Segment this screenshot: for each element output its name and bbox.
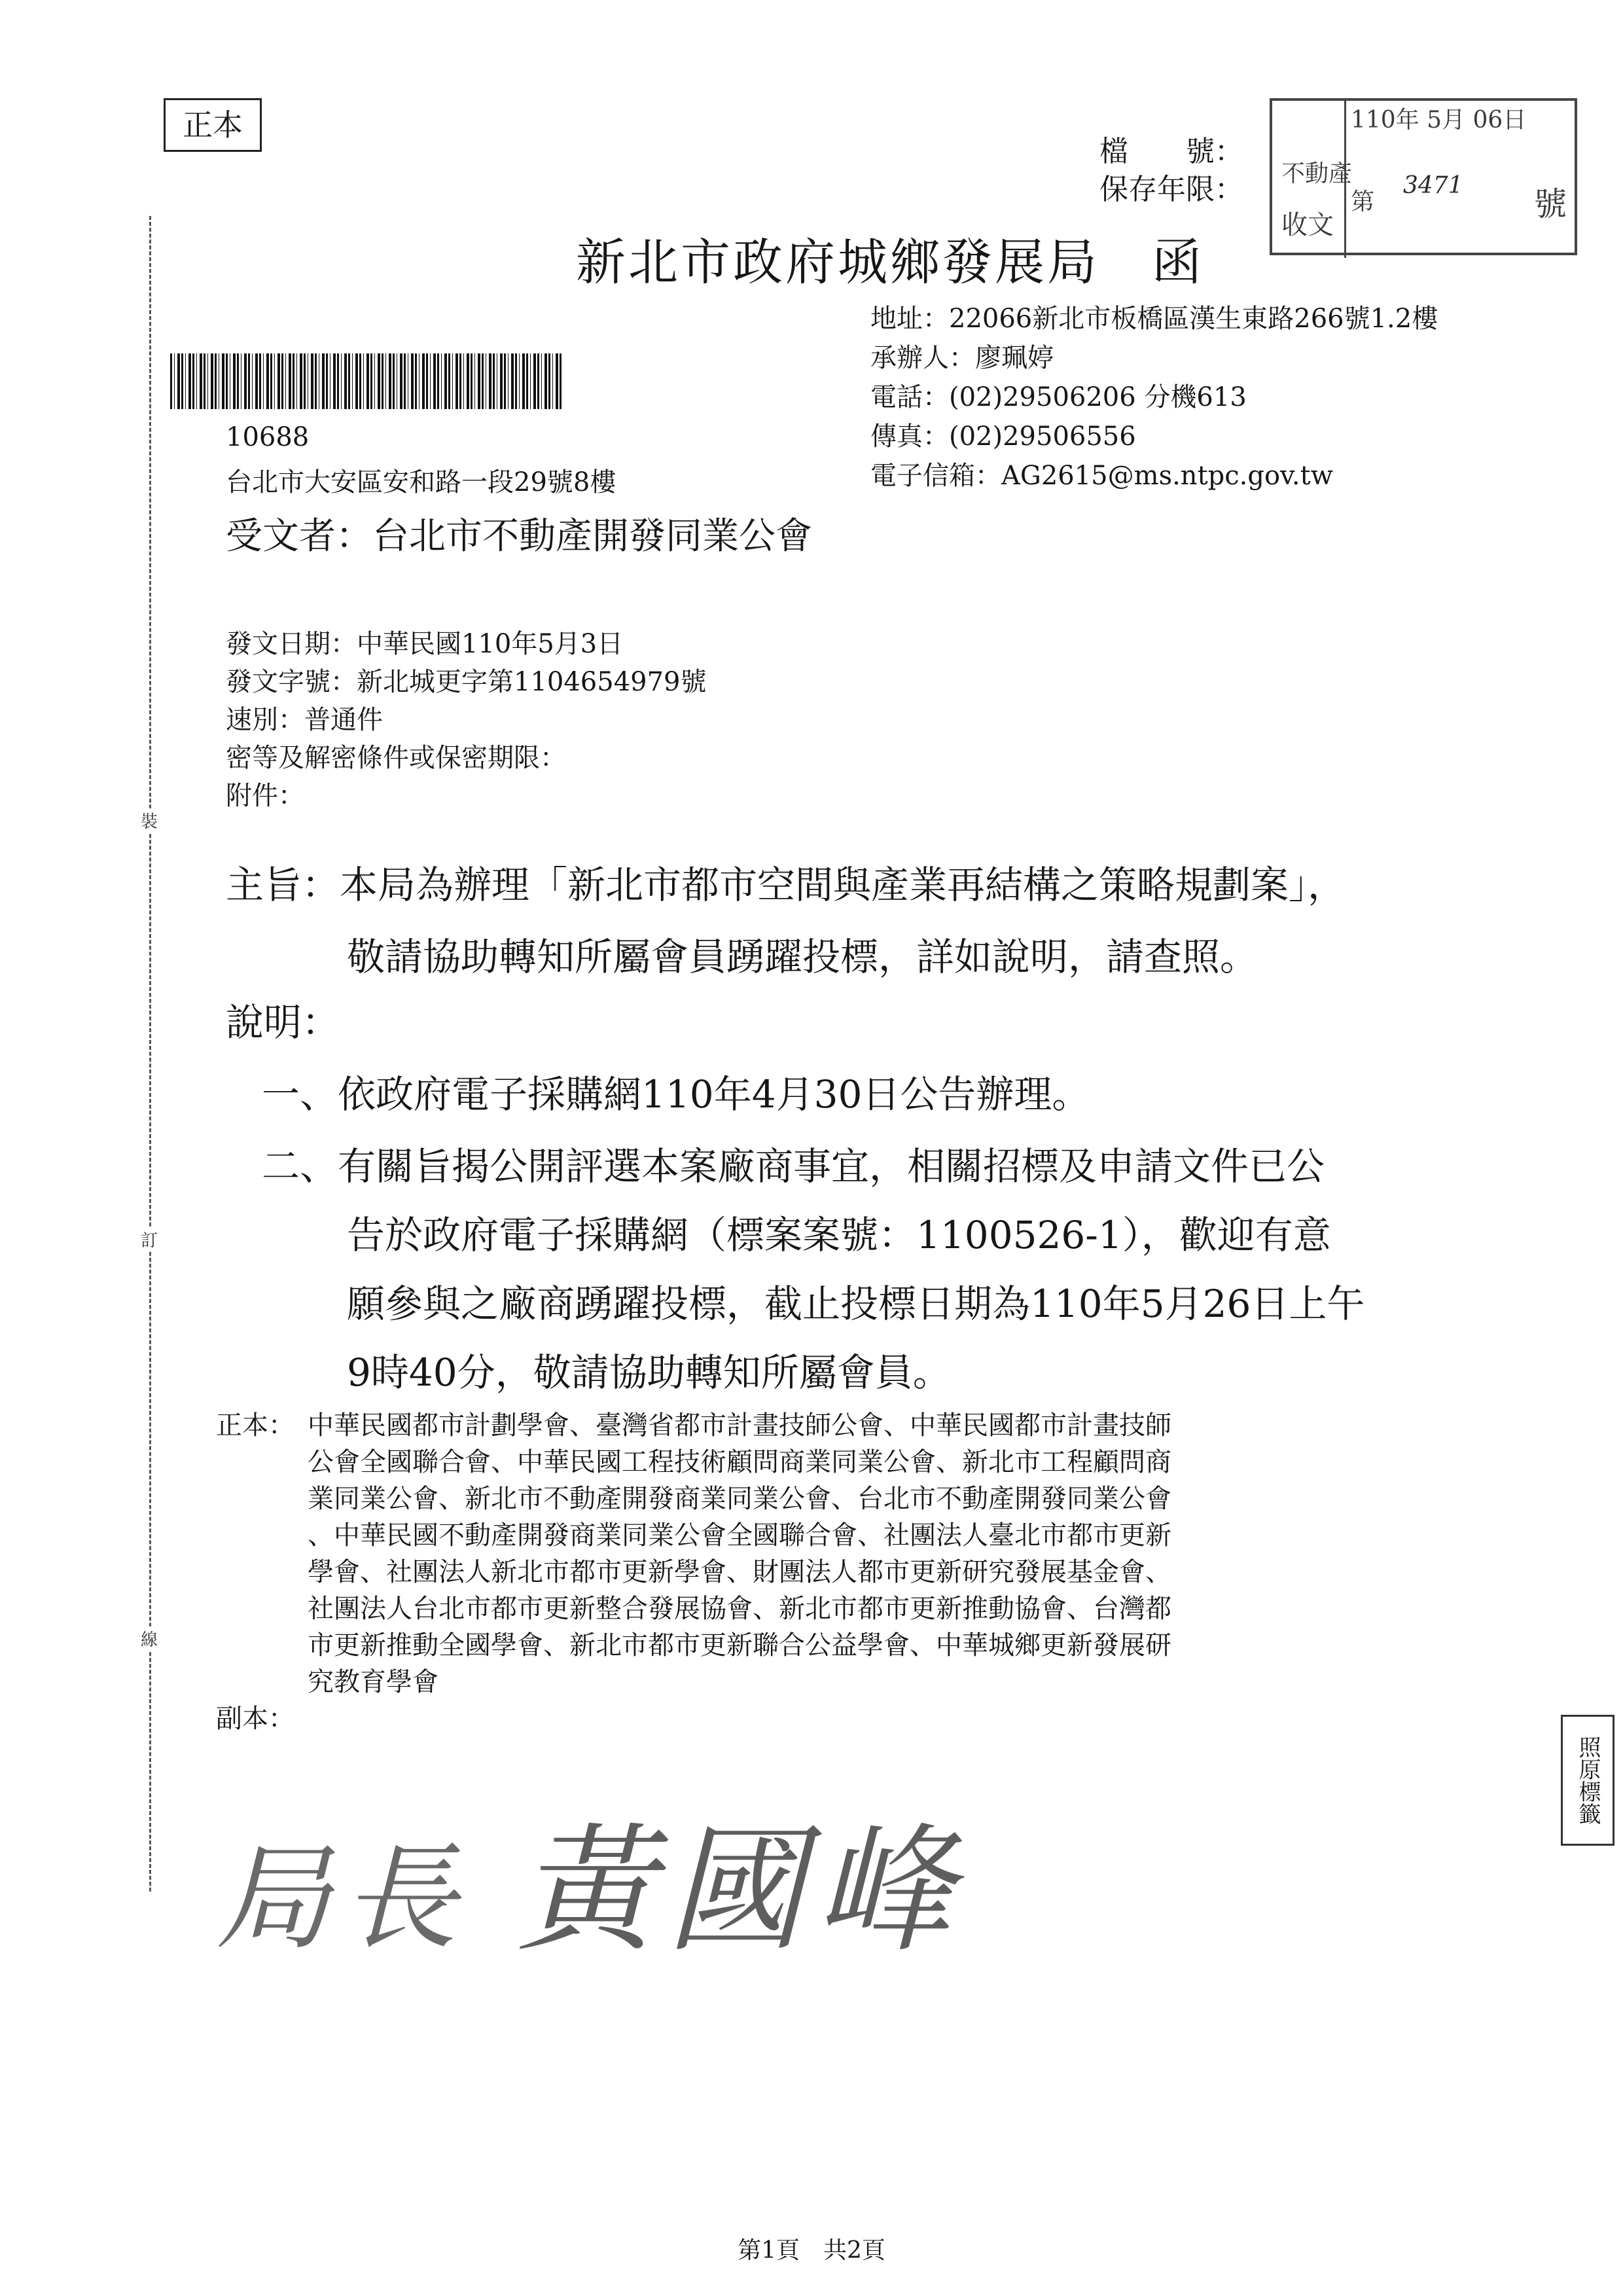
retention-label: 保存年限： xyxy=(1099,173,1243,206)
barcode xyxy=(170,353,563,409)
primary-recipients-line: 公會全國聯合會、中華民國工程技術顧問商業同業公會、新北市工程顧問商 xyxy=(308,1447,1171,1477)
binding-mark-bind: 裝 xyxy=(135,808,164,833)
primary-recipients xyxy=(216,1407,1171,1697)
director-signature xyxy=(216,1780,965,1978)
primary-recipients-line: 業同業公會、新北市不動產開發商業同業公會、台北市不動產開發同業公會 xyxy=(308,1484,1171,1514)
stamp-number-prefix: 第 xyxy=(1351,188,1375,215)
contact-phone: 電話：(02)29506206 分機613 xyxy=(870,382,1247,412)
primary-recipients-line: 社團法人台北市都市更新整合發展協會、新北市都市更新推動協會、台灣都 xyxy=(308,1594,1171,1624)
contact-fax: 傳真：(02)29506556 xyxy=(870,422,1136,452)
explanation-item-2-line-3: 願參與之廠商踴躍投標，截止投標日期為110年5月26日上午 xyxy=(347,1282,1365,1326)
file-number-label: 檔 號： xyxy=(1099,135,1243,168)
stamp-dept: 不動產 xyxy=(1281,160,1353,187)
binding-mark-line: 線 xyxy=(135,1626,164,1651)
subject-line-2: 敬請協助轉知所屬會員踴躍投標，詳如說明，請查照。 xyxy=(347,935,1258,979)
explanation-item-2-line-4: 9時40分，敬請協助轉知所屬會員。 xyxy=(347,1350,951,1395)
subject-line-1: 主旨：本局為辦理「新北市都市空間與產業再結構之策略規劃案」， xyxy=(226,863,1346,907)
explanation-item-1: 一、依政府電子採購網110年4月30日公告辦理。 xyxy=(262,1072,1090,1117)
primary-recipients-line: 中華民國都市計劃學會、臺灣省都市計畫技師公會、中華民國都市計畫技師 xyxy=(308,1410,1171,1441)
primary-recipients-line: 究教育學會 xyxy=(308,1667,438,1697)
secrecy-level: 密等及解密條件或保密期限： xyxy=(226,743,566,773)
verification-seal-text: 照原標籤 xyxy=(1575,1736,1601,1825)
contact-address: 地址：22066新北市板橋區漢生東路266號1.2樓 xyxy=(870,304,1438,334)
receipt-stamp xyxy=(1270,98,1577,255)
explanation-heading: 說明： xyxy=(226,1000,340,1045)
copy-recipients-label: 副本： xyxy=(216,1704,294,1734)
signature-title: 局長 xyxy=(216,1833,469,1965)
stamp-left-column xyxy=(1272,101,1353,258)
contact-handler: 承辦人：廖珮婷 xyxy=(870,343,1054,373)
copy-type-box xyxy=(164,98,262,152)
primary-recipients-label: 正本： xyxy=(216,1410,294,1441)
copy-type-label: 正本 xyxy=(183,107,243,143)
document-title: 新北市政府城鄉發展局 函 xyxy=(576,233,1204,291)
explanation-item-2-line-1: 二、有關旨揭公開評選本案廠商事宜，相關招標及申請文件已公 xyxy=(262,1144,1325,1189)
stamp-received: 收文 xyxy=(1281,210,1334,240)
explanation-item-2-line-2: 告於政府電子採購網（標案案號：1100526-1），歡迎有意 xyxy=(347,1213,1331,1257)
stamp-number-suffix: 號 xyxy=(1534,185,1567,223)
speed-category: 速別：普通件 xyxy=(226,705,383,735)
page-number: 第1頁 共2頁 xyxy=(738,2237,885,2264)
primary-recipients-list xyxy=(308,1407,1590,1700)
recipient: 受文者：台北市不動產開發同業公會 xyxy=(226,515,812,558)
binding-mark-staple: 訂 xyxy=(135,1227,164,1251)
primary-recipients-line: 市更新推動全國學會、新北市都市更新聯合公益學會、中華城鄉更新發展研 xyxy=(308,1630,1171,1660)
issue-date: 發文日期：中華民國110年5月3日 xyxy=(226,629,624,659)
document-number: 發文字號：新北城更字第1104654979號 xyxy=(226,667,707,697)
stamp-date: 110年 5月 06日 xyxy=(1351,107,1527,134)
attachments: 附件： xyxy=(226,781,304,811)
postal-code: 10688 xyxy=(226,422,310,452)
stamp-handwritten-number: 3471 xyxy=(1403,172,1463,199)
verification-seal xyxy=(1561,1715,1614,1846)
primary-recipients-line: 學會、社團法人新北市都市更新學會、財團法人都市更新研究發展基金會、 xyxy=(308,1557,1171,1587)
signature-name: 黃國峰 xyxy=(516,1810,965,1971)
contact-email: 電子信箱：AG2615@ms.ntpc.gov.tw xyxy=(870,461,1333,491)
primary-recipients-line: 、中華民國不動產開發商業同業公會全國聯合會、社團法人臺北市都市更新 xyxy=(308,1520,1171,1551)
mailing-address: 台北市大安區安和路一段29號8樓 xyxy=(226,467,616,497)
